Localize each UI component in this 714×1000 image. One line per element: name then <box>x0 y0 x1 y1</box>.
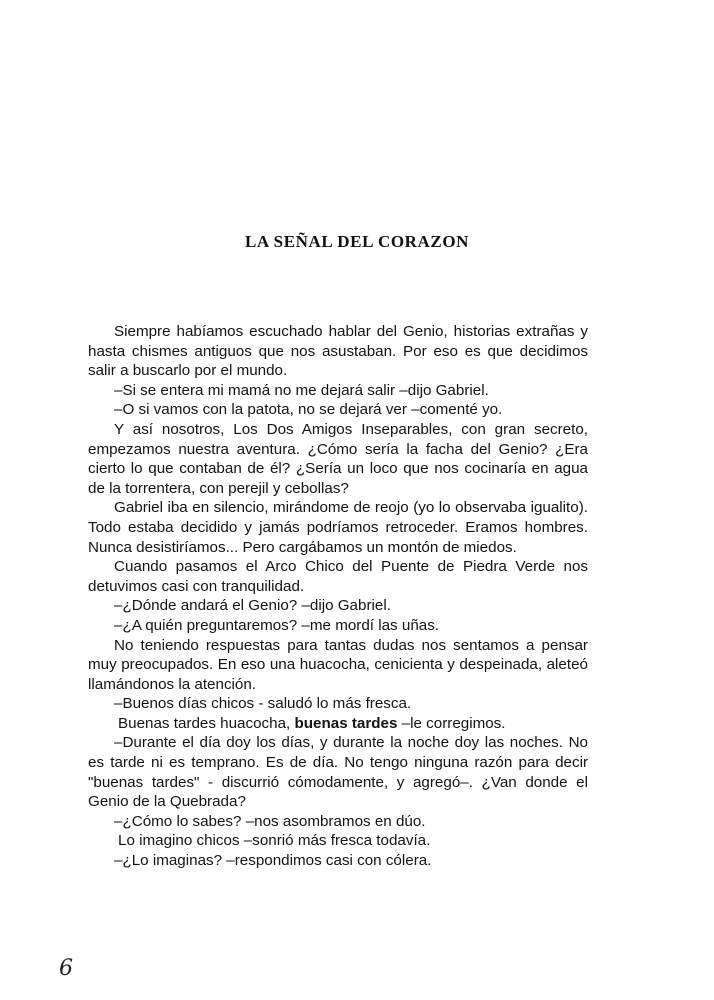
paragraph: No teniendo respuestas para tantas dudas nos sentamos a pensar muy preocupados. En eso una huacocha, cenicienta y despeinada, aleteó llamándonos la atención. <box>88 636 588 693</box>
reply-bold-text: buenas tardes <box>294 714 398 732</box>
dialog-line: –¿Cómo lo sabes? –nos asombramos en dúo. <box>114 812 426 830</box>
reply-text-end: –le corregimos. <box>397 714 506 732</box>
page-number: 6 <box>59 956 73 981</box>
reply-text: Buenas tardes huacocha, <box>118 714 295 732</box>
story-text <box>88 322 588 871</box>
paragraph: Siempre habíamos escuchado hablar del Genio, historias extrañas y hasta chismes antiguos que nos asustaban. Por eso es que decidimos salir a buscarlo por el mundo. <box>88 323 588 380</box>
dialog-line: –O si vamos con la patota, no se dejará ver –comenté yo. <box>114 401 503 419</box>
dialog-line: Lo imagino chicos –sonrió más fresca todavía. <box>118 832 431 850</box>
chapter-title: LA SEÑAL DEL CORAZON <box>244 232 470 251</box>
dialog-line: –¿Dónde andará el Genio? –dijo Gabriel. <box>114 597 391 615</box>
dialog-line: –¿Lo imaginas? –respondimos casi con cólera. <box>114 852 432 870</box>
reply-line <box>88 714 588 734</box>
dialog-line: –Durante el día doy los días, y durante la noche doy las noches. No es tarde ni es temprano. Es de día. No tengo ninguna razón para decir "buenas tardes" - discurrió cómodamente, y agregó–. ¿Van donde el Genio de la Quebrada? <box>88 734 588 811</box>
dialog-line: –Si se entera mi mamá no me dejará salir –dijo Gabriel. <box>114 381 489 399</box>
dialog-line: –Buenos días chicos - saludó lo más fresca. <box>114 695 412 713</box>
dialog-line: –¿A quién preguntaremos? –me mordí las uñas. <box>114 616 440 634</box>
paragraph: Y así nosotros, Los Dos Amigos Inseparables, con gran secreto, empezamos nuestra aventura. ¿Cómo sería la facha del Genio? ¿Era cierto lo que contaban de él? ¿Sería un loco que nos cocinaría en agua de la torrentera, con perejil y cebollas? <box>88 420 588 497</box>
paragraph: Gabriel iba en silencio, mirándome de reojo (yo lo observaba igualito). Todo estaba decidido y jamás podríamos retroceder. Eramos hombres. Nunca desistiríamos... Pero cargábamos un montón de miedos. <box>88 499 588 556</box>
paragraph: Cuando pasamos el Arco Chico del Puente de Piedra Verde nos detuvimos casi con tranquilidad. <box>88 558 588 595</box>
